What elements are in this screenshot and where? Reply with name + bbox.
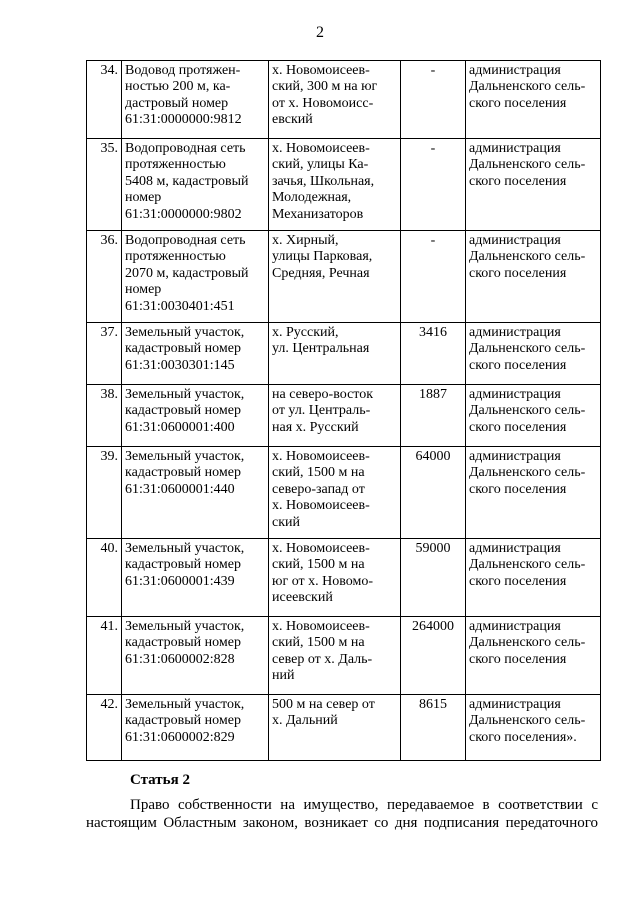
property-address-line: на северо-восток [272,387,374,402]
property-name [122,695,269,761]
property-owner [466,139,601,231]
property-name-line: кадастровый номер [125,713,241,729]
property-name-line: 5408 м, кадастровый [125,173,249,189]
property-owner-line: администрация [469,619,561,634]
property-owner-line: администрация [469,697,561,712]
table-row [87,695,601,761]
property-address-line: ский [272,514,300,530]
property-name-line: кадастровый номер [125,403,241,419]
table-row [87,139,601,231]
paragraph-line: Право собственности на имущество, передаваемое в соответствии с [130,797,598,813]
property-address-line: х. Русский, [272,325,339,340]
property-name [122,323,269,385]
property-address-line: х. Новомоисеев- [272,141,370,156]
property-address [269,617,401,695]
property-owner-line: ского поселения [469,95,567,111]
property-owner [466,539,601,617]
property-owner-line: администрация [469,387,561,402]
property-name [122,617,269,695]
property-address-line: Средняя, Речная [272,265,370,281]
property-address-line: х. Новомоисеев- [272,619,370,634]
property-address-line: ная х. Русский [272,419,359,435]
row-number: 37. [87,323,122,385]
property-area: 1887 [401,385,466,447]
row-number: 38. [87,385,122,447]
property-address-line: ский, улицы Ка- [272,157,369,173]
property-address [269,539,401,617]
property-address-line: ский, 300 м на юг [272,79,378,95]
property-owner [466,695,601,761]
row-number: 41. [87,617,122,695]
property-owner-line: Дальненского сель- [469,403,586,419]
property-owner-line: ского поселения [469,481,567,497]
property-name [122,539,269,617]
table-row [87,539,601,617]
property-name-line: протяженностью [125,249,226,265]
property-name-line: кадастровый номер [125,465,241,481]
property-address-line: 500 м на север от [272,697,375,712]
article-title: Статья 2 [130,772,190,788]
property-address-line: х. Дальний [272,713,338,729]
property-address-line: евский [272,112,313,128]
table-row [87,323,601,385]
page-number: 2 [316,24,324,41]
property-name-line: Водопроводная сеть [125,233,246,248]
property-owner [466,231,601,323]
property-address-line: х. Новомоисеев- [272,449,370,464]
property-address [269,231,401,323]
property-name [122,385,269,447]
property-name-line: номер [125,190,162,206]
property-owner-line: ского поселения [469,265,567,281]
property-owner-line: ского поселения [469,419,567,435]
property-address-line: ский, 1500 м на [272,465,365,481]
property-area: - [401,139,466,231]
property-name-line: Водовод протяжен- [125,63,241,78]
table-body [87,61,601,761]
property-name-line: Земельный участок, [125,619,245,634]
property-address-line: зачья, Школьная, [272,173,375,189]
table-row [87,385,601,447]
property-area: 8615 [401,695,466,761]
property-address-line: Механизаторов [272,206,364,222]
table-row [87,61,601,139]
property-address [269,139,401,231]
property-owner [466,617,601,695]
row-number: 39. [87,447,122,539]
property-name-line: номер [125,282,162,298]
property-address [269,447,401,539]
property-address-line: ул. Центральная [272,341,370,357]
property-address-line: улицы Парковая, [272,249,373,265]
property-owner-line: Дальненского сель- [469,557,586,573]
property-address-line: х. Новомоисеев- [272,541,370,556]
property-address-line: от ул. Централь- [272,403,371,419]
property-owner-line: Дальненского сель- [469,713,586,729]
property-name-line: 61:31:0600002:829 [125,729,235,745]
property-owner [466,323,601,385]
property-name-line: 61:31:0600001:440 [125,481,235,497]
property-name-line: 61:31:0000000:9812 [125,112,242,128]
property-name-line: 61:31:0030301:145 [125,357,235,373]
property-owner-line: администрация [469,325,561,340]
property-name-line: 2070 м, кадастровый [125,265,249,281]
property-owner-line: администрация [469,63,561,78]
property-owner-line: ского поселения [469,651,567,667]
row-number: 40. [87,539,122,617]
table-row [87,617,601,695]
property-name-line: Земельный участок, [125,325,245,340]
property-owner-line: ского поселения [469,173,567,189]
property-area: 3416 [401,323,466,385]
property-owner [466,447,601,539]
property-address-line: исеевский [272,590,333,606]
property-area: 59000 [401,539,466,617]
property-name-line: кадастровый номер [125,635,241,651]
property-address-line: ний [272,668,295,684]
property-area: - [401,61,466,139]
table-row [87,231,601,323]
property-name-line: ностью 200 м, ка- [125,79,231,95]
property-area: - [401,231,466,323]
property-address-line: ский, 1500 м на [272,635,365,651]
property-owner-line: администрация [469,449,561,464]
property-name-line: Земельный участок, [125,387,245,402]
property-address [269,61,401,139]
property-address-line: от х. Новомоисс- [272,95,374,111]
property-owner-line: ского поселения [469,357,567,373]
row-number: 35. [87,139,122,231]
table-row [87,447,601,539]
property-name [122,139,269,231]
property-owner-line: Дальненского сель- [469,465,586,481]
property-owner-line: администрация [469,541,561,556]
property-owner [466,61,601,139]
property-name-line: Водопроводная сеть [125,141,246,156]
property-address-line: х. Хирный, [272,233,339,248]
property-owner-line: Дальненского сель- [469,341,586,357]
property-name-line: кадастровый номер [125,557,241,573]
property-address-line: юг от х. Новомо- [272,573,374,589]
property-name-line: 61:31:0600002:828 [125,651,235,667]
property-address-line: Молодежная, [272,190,352,206]
property-owner-line: ского поселения [469,573,567,589]
property-name-line: протяженностью [125,157,226,173]
property-owner-line: Дальненского сель- [469,79,586,95]
property-name-line: Земельный участок, [125,541,245,556]
row-number: 42. [87,695,122,761]
property-name-line: 61:31:0600001:439 [125,573,235,589]
property-name [122,447,269,539]
property-name-line: кадастровый номер [125,341,241,357]
property-address [269,385,401,447]
property-name-line: 61:31:0000000:9802 [125,206,242,222]
property-owner-line: Дальненского сель- [469,249,586,265]
property-name-line: Земельный участок, [125,449,245,464]
row-number: 34. [87,61,122,139]
property-owner-line: ского поселения». [469,729,577,745]
property-name [122,231,269,323]
property-area: 64000 [401,447,466,539]
property-address-line: х. Новомоисеев- [272,498,370,514]
property-owner [466,385,601,447]
property-address-line: северо-запад от [272,481,365,497]
property-owner-line: Дальненского сель- [469,635,586,651]
property-address [269,695,401,761]
property-area: 264000 [401,617,466,695]
property-name [122,61,269,139]
property-name-line: 61:31:0030401:451 [125,298,235,314]
row-number: 36. [87,231,122,323]
property-address-line: ский, 1500 м на [272,557,365,573]
property-name-line: дастровый номер [125,95,229,111]
paragraph-line: настоящим Областным законом, возникает со дня подписания передаточного [86,815,598,831]
article-paragraph [86,796,598,832]
property-address-line: х. Новомоисеев- [272,63,370,78]
property-table [86,60,601,761]
property-address [269,323,401,385]
property-name-line: 61:31:0600001:400 [125,419,235,435]
property-owner-line: администрация [469,233,561,248]
property-owner-line: администрация [469,141,561,156]
property-owner-line: Дальненского сель- [469,157,586,173]
property-name-line: Земельный участок, [125,697,245,712]
property-address-line: север от х. Даль- [272,651,373,667]
